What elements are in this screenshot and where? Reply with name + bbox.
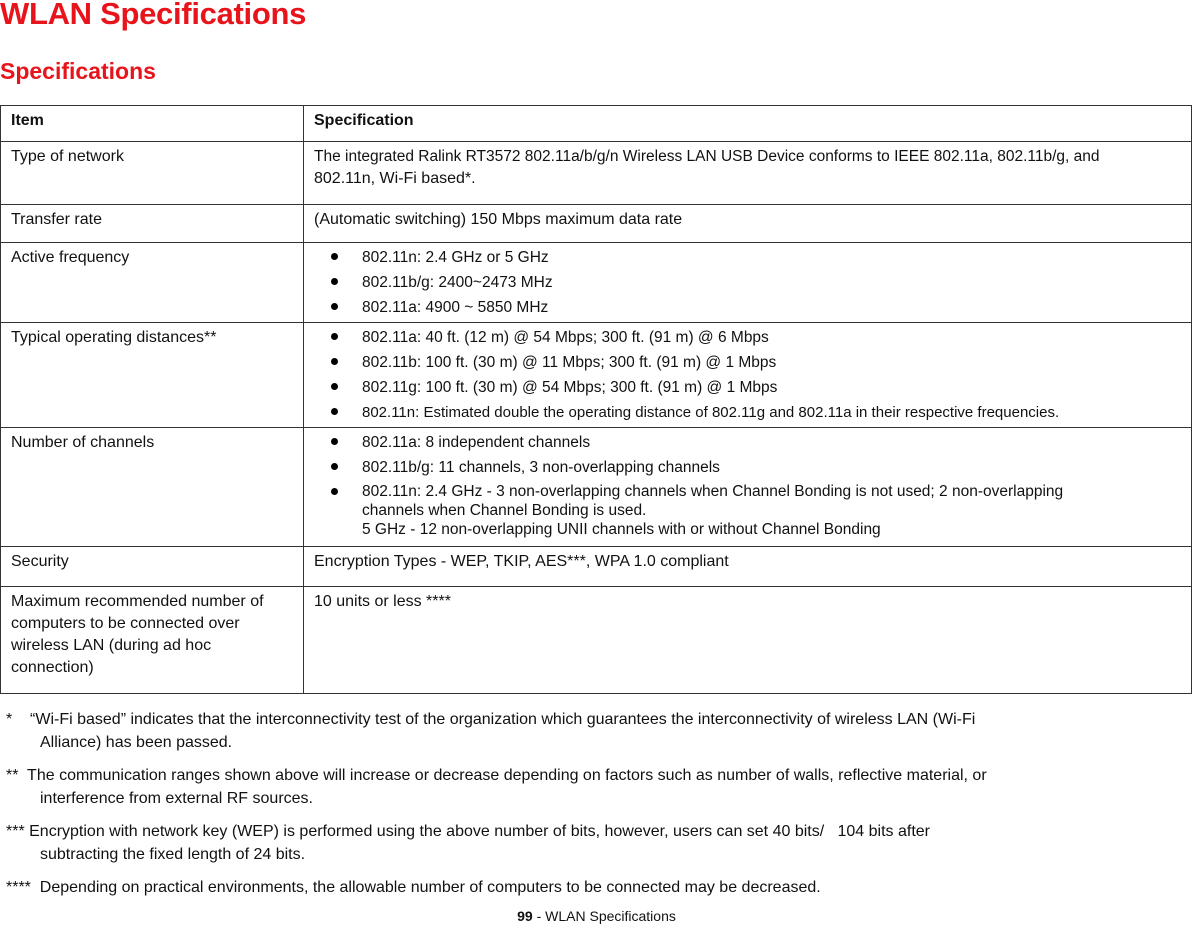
row-item: Type of network — [1, 142, 304, 205]
footnote — [6, 820, 1106, 866]
list-item-line: channels when Channel Bonding is used. — [362, 502, 647, 519]
footnote-line: Alliance) has been passed. — [40, 734, 233, 751]
footnote — [6, 876, 1106, 899]
item-line: connection) — [11, 659, 94, 676]
table-row — [1, 205, 1192, 243]
row-item: Number of channels — [1, 428, 304, 547]
item-line: Maximum recommended number of — [11, 593, 264, 610]
list-item: 802.11n: Estimated double the operating distance of 802.11g and 802.11a in their respective frequencies. — [304, 402, 1189, 423]
table-row — [1, 428, 1192, 547]
page-footer — [0, 908, 1193, 924]
list-item-line: 5 GHz - 12 non-overlapping UNII channels with or without Channel Bonding — [362, 521, 881, 538]
header-item: Item — [1, 106, 304, 142]
list-item: 802.11b: 100 ft. (30 m) @ 11 Mbps; 300 ft. (91 m) @ 1 Mbps — [304, 352, 1189, 373]
row-specification: Encryption Types - WEP, TKIP, AES***, WPA 1.0 compliant — [304, 547, 1192, 587]
table-header-row — [1, 106, 1192, 142]
distance-list — [304, 327, 1189, 423]
table-row — [1, 243, 1192, 323]
table-row — [1, 547, 1192, 587]
footnote-line: subtracting the fixed length of 24 bits. — [40, 846, 306, 863]
row-specification: 10 units or less **** — [304, 587, 1192, 694]
specifications-table — [0, 105, 1192, 694]
footnote-line: *** Encryption with network key (WEP) is performed using the above number of bits, however, users can set 40 bits/ 104 bits after — [6, 823, 930, 840]
frequency-list — [304, 247, 1183, 318]
spec-line: The integrated Ralink RT3572 802.11a/b/g/n Wireless LAN USB Device conforms to IEEE 802.11a, 802.11b/g, and — [314, 148, 1100, 165]
list-item: 802.11b/g: 2400~2473 MHz — [304, 272, 1183, 293]
table-row — [1, 587, 1192, 694]
list-item: 802.11a: 4900 ~ 5850 MHz — [304, 297, 1183, 318]
row-item: Security — [1, 547, 304, 587]
footnote-line: ** The communication ranges shown above will increase or decrease depending on factors such as number of walls, reflective material, or — [6, 767, 987, 784]
footnote — [6, 708, 1106, 754]
list-item: 802.11b/g: 11 channels, 3 non-overlapping channels — [304, 457, 1183, 478]
row-specification — [304, 323, 1192, 428]
header-specification: Specification — [304, 106, 1192, 142]
footnotes — [6, 708, 1106, 909]
row-specification — [304, 142, 1192, 205]
spec-line: 802.11n, Wi-Fi based*. — [314, 170, 476, 187]
row-specification — [304, 243, 1192, 323]
list-item: 802.11a: 40 ft. (12 m) @ 54 Mbps; 300 ft. (91 m) @ 6 Mbps — [304, 327, 1189, 348]
section-title: Specifications — [0, 58, 156, 84]
list-item — [304, 482, 1183, 539]
table-row — [1, 323, 1192, 428]
row-item — [1, 587, 304, 694]
footer-label: - WLAN Specifications — [532, 908, 676, 924]
table-row — [1, 142, 1192, 205]
row-item: Transfer rate — [1, 205, 304, 243]
row-item: Active frequency — [1, 243, 304, 323]
page-number: 99 — [517, 908, 533, 924]
row-specification: (Automatic switching) 150 Mbps maximum data rate — [304, 205, 1192, 243]
list-item-line: 802.11n: 2.4 GHz - 3 non-overlapping channels when Channel Bonding is not used; 2 non-overlapping — [362, 483, 1064, 500]
item-line: computers to be connected over — [11, 615, 240, 632]
footnote-line: * “Wi-Fi based” indicates that the interconnectivity test of the organization which guarantees the interconnectivity of wireless LAN (Wi-Fi — [6, 711, 976, 728]
footnote-line: **** Depending on practical environments, the allowable number of computers to be connected may be decreased. — [6, 879, 821, 896]
footnote-line: interference from external RF sources. — [40, 790, 313, 807]
list-item: 802.11a: 8 independent channels — [304, 432, 1183, 453]
row-specification — [304, 428, 1192, 547]
page-title: WLAN Specifications — [0, 0, 307, 31]
list-item: 802.11n: 2.4 GHz or 5 GHz — [304, 247, 1183, 268]
list-item: 802.11g: 100 ft. (30 m) @ 54 Mbps; 300 ft. (91 m) @ 1 Mbps — [304, 377, 1189, 398]
row-item: Typical operating distances** — [1, 323, 304, 428]
footnote — [6, 764, 1106, 810]
item-line: wireless LAN (during ad hoc — [11, 637, 212, 654]
channel-list — [304, 432, 1183, 539]
